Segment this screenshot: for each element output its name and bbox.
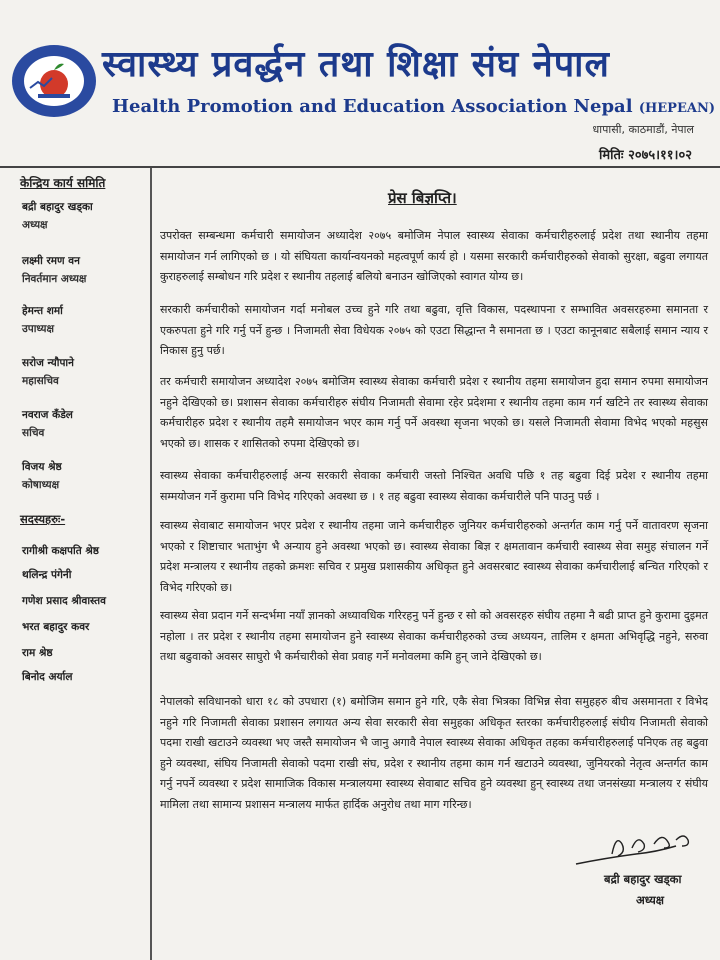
date-row <box>599 145 692 163</box>
officer-name: बद्री बहादुर खड्का <box>22 201 93 213</box>
signer-role: अध्यक्ष <box>636 893 665 907</box>
press-release-heading: प्रेस बिज्ञप्ति। <box>388 189 457 207</box>
officer-name: लक्ष्मी रमण वन <box>22 255 80 267</box>
org-address: धापासी, काठमाडौं, नेपाल <box>592 123 694 136</box>
member-name: राम श्रेष्ठ <box>22 647 53 659</box>
officer-role: कोषाध्यक्ष <box>22 479 60 491</box>
officer-role: अध्यक्ष <box>22 219 48 231</box>
officer-name: हेमन्त शर्मा <box>22 305 63 317</box>
members-title: सदस्यहरुः- <box>20 512 66 526</box>
officer-role: निवर्तमान अध्यक्ष <box>22 273 87 285</box>
member-name: गणेश प्रसाद श्रीवास्तव <box>22 595 106 607</box>
officer-entry <box>22 458 62 494</box>
officer-name: सरोज न्यौपाने <box>22 357 74 369</box>
body-paragraph: सरकारी कर्मचारीको समायोजन गर्दा मनोबल उच्च हुने गरि तथा बढुवा, वृत्ति विकास, पदस्थापना र सम्भावित अवसरहरुमा समानता र एकरुपता हुने गरि गर्नु पर्ने हुन्छ । निजामती सेवा विधेयक २०७५ को एउटा सिद्धान्त नै समानता छ । एउटा कानूनबाट सबैलाई समान न्याय र निकास हुनु पर्छ। <box>160 303 708 357</box>
signature-image <box>572 826 702 870</box>
officer-entry <box>22 302 63 338</box>
officer-name: नवराज कँडेल <box>22 409 73 421</box>
body-paragraph: तर कर्मचारी समायोजन अध्यादेश २०७५ बमोजिम स्वास्थ्य सेवाका कर्मचारी प्रदेश र स्थानीय तहमा समायोजन हुदा समान रुपमा समायोजन नहुने देखिएको छ। प्रशासन सेवाका कर्मचारीहरु संघीय निजामती सेवामा रहेर प्रदेशमा र स्थानीय तहमा काम गर्न खटिने तर स्वास्थ्य सेवाका कर्मचारीहरु प्रदेश र स्थानीय तहमै समायोजन भएर काम गर्नु पर्ने अवस्था सृजना भएको छ। यसले निजामती सेवामा विभेद भएको महसुस भएको छ। शासक र शासितको रुपमा देखिएको छ। <box>160 375 708 450</box>
body-paragraph: नेपालको सविधानको धारा १८ को उपधारा (१) बमोजिम समान हुने गरि, एकै सेवा भित्रका विभिन्न सेवा समुहहरु बीच असमानता र विभेद नहुने गरि निजामती सेवाका प्रशासन लगायत अन्य सेवा सरकारी सेवा समुहका अधिकृत स्तरका कर्मचारीहरुलाई संघीय निजामती सेवाको पदमा राखी खटाउने व्यवस्था भए जस्तै समायोजन भै जानु अगावै नेपाल स्वास्थ्य सेवाका अधिकृत तहका कर्मचारीहरुलाई पनिएक तह बढुवा हुने व्यवस्था, संघिय निजामती सेवाको पदमा राखी संघ, प्रदेश र स्थानीय तहमा काम गर्न खटाउने व्यवस्था, जुनियरको नेतृत्व अन्तर्गत काम गर्नु नपर्ने व्यवस्था र प्रदेश सामाजिक विकास मन्त्रालयमा स्वास्थ्य सेवाबाट सचिव हुने व्यवस्था हुन् स्वास्थ्य तथा जनसंख्या मन्त्रालय र संघीय मामिला तथा सामान्य प्रशासन मन्त्रालय मार्फत हार्दिक अनुरोध तथा माग गरिन्छ। <box>160 695 708 811</box>
org-name-english <box>112 96 715 117</box>
member-name: थलिन्द्र पंगेनी <box>22 569 72 581</box>
org-abbreviation: (HEPEAN) <box>638 101 715 116</box>
officer-entry <box>22 406 73 442</box>
officer-entry <box>22 198 93 234</box>
member-name: बिनोद अर्याल <box>22 671 73 683</box>
body-paragraph: स्वास्थ्य सेवा प्रदान गर्ने सन्दर्भमा नयाँ ज्ञानको अध्यावधिक गरिरहनु पर्ने हुन्छ र सो को अवसरहरु संघीय तहमा नै बढी प्राप्त हुने कुरामा दुइमत नहोला । तर प्रदेश र स्थानीय तहमा समायोजन हुने स्वास्थ्य सेवाका कर्मचारीहरुको उच्च अध्ययन, तालिम र क्षमता अभिवृद्धि नहुने, सरुवा तथा बढुवाको अवसर साघुरो भै कर्मचारीको सेवा प्रवाह गर्ने मनोवलमा कमि हुन् जाने देखिएको छ। <box>160 609 708 663</box>
officer-entry <box>22 354 74 390</box>
member-name: भरत बहादुर कवर <box>22 621 90 633</box>
date-label: मितिः <box>598 148 624 163</box>
committee-title: केन्द्रिय कार्य समिति <box>20 176 106 190</box>
body-paragraph: उपरोक्त सम्बन्धमा कर्मचारी समायोजन अध्यादेश २०७५ बमोजिम नेपाल स्वास्थ्य सेवाका कर्मचारीहरुलाई प्रदेश तथा स्थानीय तहमा समायोजन गर्न लागिएको छ । यो संघियता कार्यान्वयनको महत्वपूर्ण कार्य हो । यसमा सरकारी कर्मचारीहरुको सेवाको सुरक्षा, बढुवा लगायत कुराहरुलाई सम्बोधन गरि प्रदेश र स्थानीय तहलाई बलियो बनाउन खोजिएको स्वागत योग्य छ। <box>160 229 708 283</box>
body-paragraph: स्वास्थ्य सेवाका कर्मचारीहरुलाई अन्य सरकारी सेवाका कर्मचारी जस्तो निश्चित अवधि पछि १ तह बढुवा दिई प्रदेश र स्थानीय तहमा सम्मयोजन गर्ने कुरामा पनि विभेद गरिएको अवस्था छ । १ तह बढुवा स्वास्थ्य सेवाका कर्मचारीले पनि पाउनु पर्छ । <box>160 469 708 503</box>
member-name: रागीश्री कक्षपति श्रेष्ठ <box>22 545 99 557</box>
officer-entry <box>22 252 86 288</box>
officer-role: महासचिव <box>22 375 59 387</box>
org-name-english-text: Health Promotion and Education Association Nepal <box>112 96 633 117</box>
committee-sidebar <box>0 168 152 960</box>
date-value: २०७५।११।०२ <box>628 148 692 163</box>
org-name-nepali: स्वास्थ्य प्रवर्द्धन तथा शिक्षा संघ नेपाल <box>102 44 610 85</box>
hepean-logo <box>10 42 98 120</box>
officer-role: सचिव <box>22 427 45 439</box>
officer-role: उपाध्यक्ष <box>22 323 55 335</box>
body-paragraph: स्वास्थ्य सेवाबाट समायोजन भएर प्रदेश र स्थानीय तहमा जाने कर्मचारीहरु जुनियर कर्मचारीहरुको अन्तर्गत काम गर्नु पर्ने वातावरण सृजना भएको र शिष्टाचार भताभुंग भै अन्याय हुने अवस्था भएको छ। स्वास्थ्य सेवाका बिज्ञ र क्षमतावान कर्मचारी स्वास्थ्य सेवा समुह संचालन गर्ने प्रदेश मन्त्रालय र स्थानीय तहको क्रमशः सचिव र प्रमुख प्रशासकीय अधिकृत हुने अवसरबाट स्वास्थ्य सेवाका कर्मचारीलाई बन्चित गरिएको र विभेद गरिएको छ। <box>160 519 708 594</box>
officer-name: विजय श्रेष्ठ <box>22 461 62 473</box>
signer-name: बद्री बहादुर खड्का <box>604 872 682 886</box>
